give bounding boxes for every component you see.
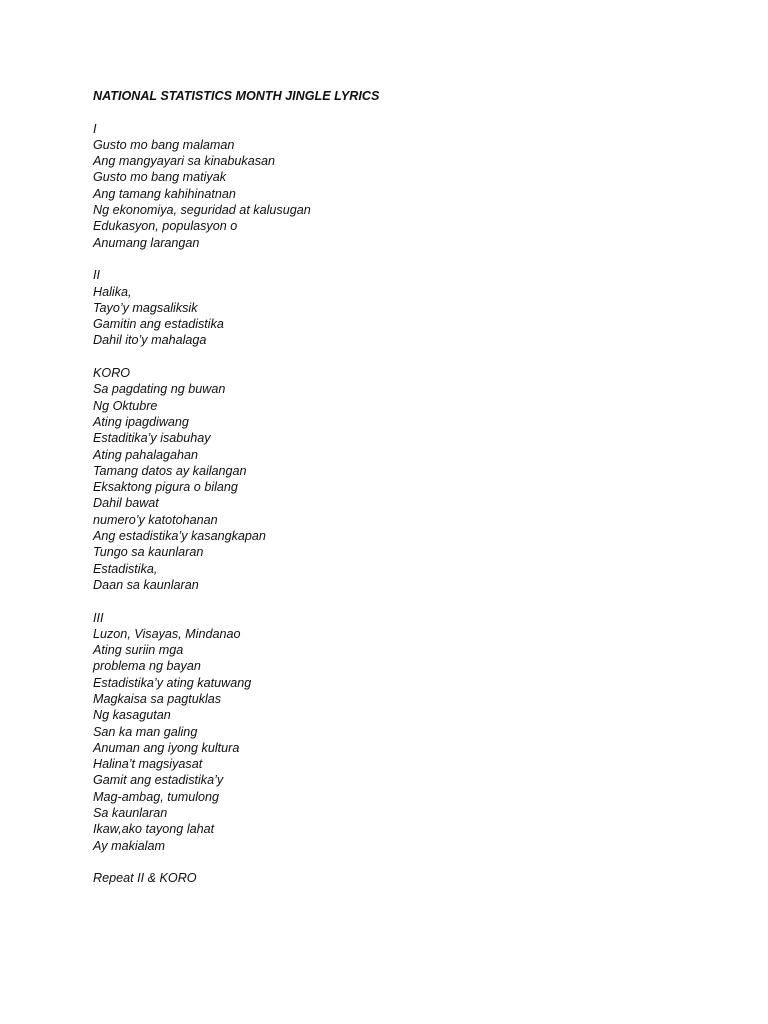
lyric-line: San ka man galing (93, 724, 198, 739)
lyric-line: Dahil bawat (93, 496, 159, 511)
lyric-line: Anumang larangan (93, 235, 200, 250)
lyric-line: Sa pagdating ng buwan (93, 382, 226, 397)
lyric-line: Ating pahalagahan (93, 447, 199, 462)
lyric-line: Gamit ang estadistika’y (93, 773, 224, 788)
stanza-label: II (93, 268, 100, 283)
stanza-label: III (93, 610, 104, 625)
lyric-line: Anuman ang iyong kultura (93, 740, 240, 755)
stanza-2 (93, 267, 713, 348)
lyric-line: Estadistika’y ating katuwang (93, 675, 252, 690)
lyric-line: Gusto mo bang malaman (93, 137, 235, 152)
lyric-line: Luzon, Visayas, Mindanao (93, 626, 241, 641)
lyric-line: Gamitin ang estadistika (93, 317, 224, 332)
lyric-line: Ng kasagutan (93, 708, 171, 723)
lyric-line: Edukasyon, populasyon o (93, 219, 238, 234)
lyric-line: Dahil ito’y mahalaga (93, 333, 207, 348)
title-spacer (93, 104, 713, 120)
lyric-line: Ng ekonomiya, seguridad at kalusugan (93, 203, 311, 218)
lyric-line: Halina’t magsiyasat (93, 757, 203, 772)
lyric-line: Eksaktong pigura o bilang (93, 480, 238, 495)
lyric-line: Tamang datos ay kailangan (93, 463, 247, 478)
stanza-koro (93, 365, 713, 593)
lyric-line: Halika, (93, 284, 132, 299)
repeat-instruction: Repeat II & KORO (93, 871, 197, 886)
document-page (93, 88, 713, 887)
document-title: NATIONAL STATISTICS MONTH JINGLE LYRICS (93, 89, 380, 103)
lyric-line: Estadistika, (93, 561, 158, 576)
lyric-line: Ating suriin mga (93, 643, 184, 658)
lyric-line: Ating ipagdiwang (93, 414, 189, 429)
lyric-line: numero’y katotohanan (93, 512, 218, 527)
stanza-label: I (93, 121, 97, 136)
lyric-line: Ikaw,ako tayong lahat (93, 822, 215, 837)
lyric-line: Mag-ambag, tumulong (93, 789, 220, 804)
lyric-line: Estaditika’y isabuhay (93, 431, 211, 446)
lyric-line: Ang mangyayari sa kinabukasan (93, 154, 276, 169)
lyric-line: Gusto mo bang matiyak (93, 170, 226, 185)
lyric-line: Ng Oktubre (93, 398, 158, 413)
lyric-line: Ang tamang kahihinatnan (93, 186, 236, 201)
lyric-line: Ay makialam (93, 838, 165, 853)
lyric-line: problema ng bayan (93, 659, 201, 674)
stanza-3 (93, 610, 713, 854)
lyric-line: Ang estadistika’y kasangkapan (93, 529, 266, 544)
lyric-line: Tayo’y magsaliksik (93, 300, 198, 315)
stanza-1 (93, 121, 713, 251)
lyric-line: Tungo sa kaunlaran (93, 545, 204, 560)
lyric-line: Magkaisa sa pagtuklas (93, 691, 222, 706)
stanza-label: KORO (93, 366, 131, 381)
lyric-line: Sa kaunlaran (93, 806, 168, 821)
lyric-line: Daan sa kaunlaran (93, 577, 199, 592)
